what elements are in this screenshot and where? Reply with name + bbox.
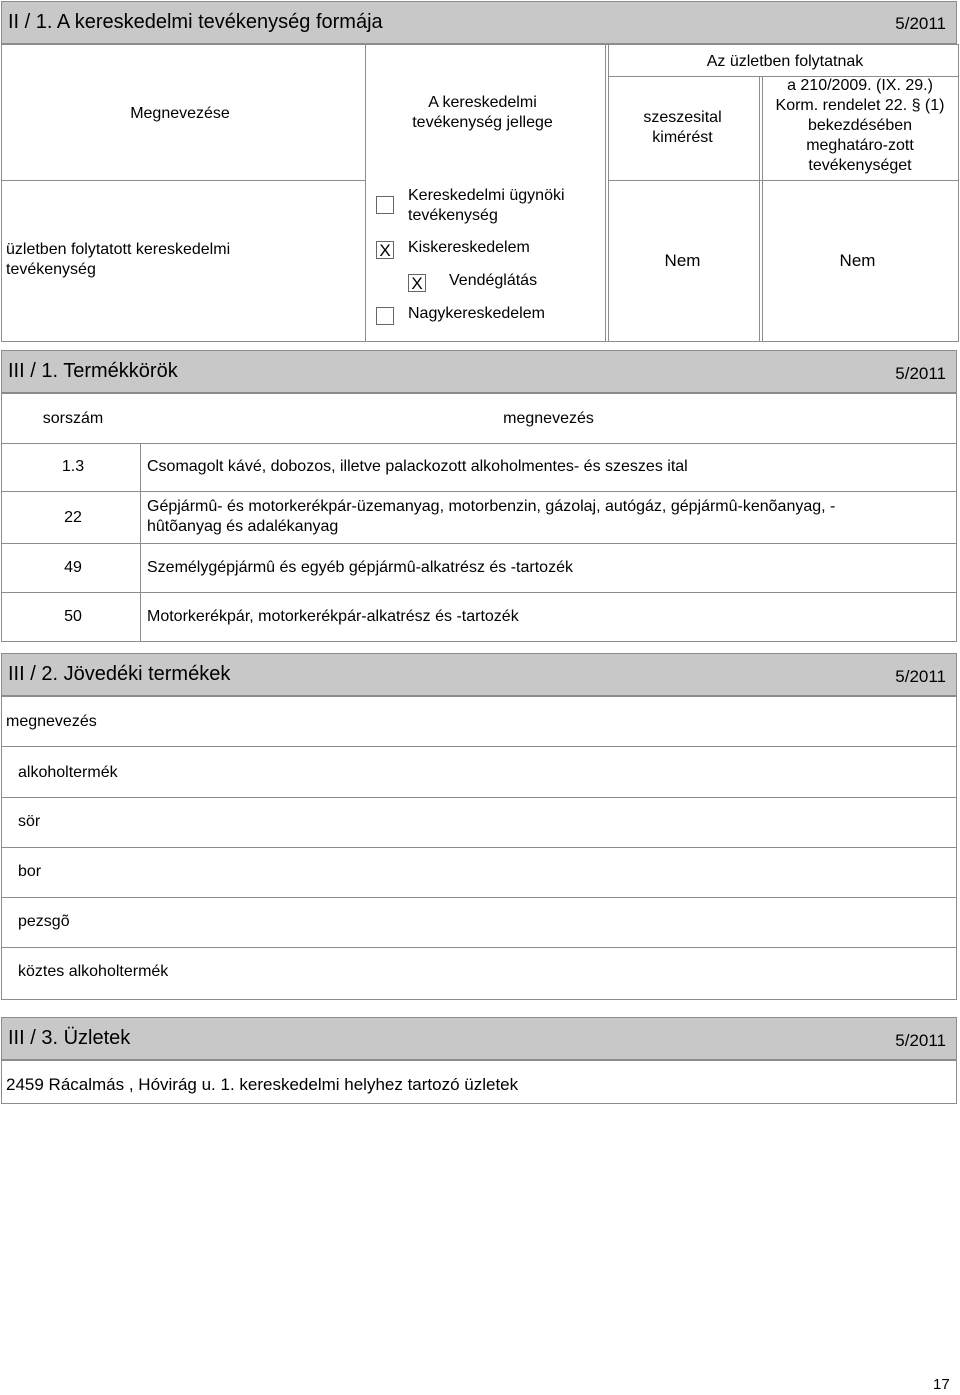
section-date: 5/2011 — [895, 364, 946, 383]
decree-value: Nem — [839, 251, 876, 270]
col-header-number: sorszám — [42, 410, 104, 427]
col-header-name: megnevezés — [6, 713, 97, 730]
excise-item: sör — [18, 813, 41, 830]
col-header-type: A kereskedelmi tevékenység jellege — [412, 94, 553, 131]
excise-products-table — [1, 696, 957, 1000]
excise-item: pezsgõ — [18, 913, 70, 930]
checkbox-agent[interactable] — [376, 196, 394, 214]
excise-item: alkoholtermék — [18, 764, 118, 781]
excise-item: köztes alkoholtermék — [18, 963, 169, 980]
checkbox-retail[interactable]: X — [376, 241, 394, 259]
row-name: üzletben folytatott kereskedelmi tevékenység — [6, 241, 231, 278]
col-header-name: Megnevezése — [130, 105, 230, 122]
col-header-alcohol: szeszesital kimérést — [643, 109, 722, 146]
type-label-agent: Kereskedelmi ügynöki tevékenység — [408, 187, 565, 224]
section-header-shops — [1, 1017, 957, 1060]
row-number: 49 — [64, 559, 82, 576]
checkbox-wholesale[interactable] — [376, 307, 394, 325]
type-label-wholesale: Nagykereskedelem — [408, 305, 545, 322]
page-number: 17 — [933, 1376, 950, 1393]
row-name: Személygépjármû és egyéb gépjármû-alkatrész és -tartozék — [147, 559, 573, 576]
section-header-activity-form — [1, 1, 957, 44]
row-number: 22 — [64, 509, 82, 526]
row-name: Motorkerékpár, motorkerékpár-alkatrész és -tartozék — [147, 608, 519, 625]
col-header-name: megnevezés — [503, 410, 594, 427]
section-title: II / 1. A kereskedelmi tevékenység formája — [8, 11, 383, 33]
section-header-product-groups — [1, 350, 957, 393]
alcohol-value: Nem — [664, 251, 701, 270]
row-name: Gépjármû- és motorkerékpár-üzemanyag, motorbenzin, gázolaj, autógáz, gépjármû-kenõanyag, - hûtõanyag és adalékanyag — [147, 498, 836, 535]
col-header-decree: a 210/2009. (IX. 29.) Korm. rendelet 22. § (1) bekezdésében meghatáro-zott tevékenységet — [775, 77, 945, 174]
section-title: III / 1. Termékkörök — [8, 360, 178, 382]
section-header-excise-products — [1, 653, 957, 696]
row-name: Csomagolt kávé, dobozos, illetve palackozott alkoholmentes- és szeszes ital — [147, 458, 688, 475]
excise-item: bor — [18, 863, 42, 880]
row-number: 50 — [64, 608, 82, 625]
type-label-retail: Kiskereskedelem — [408, 239, 530, 256]
shop-line: 2459 Rácalmás , Hóvirág u. 1. kereskedelmi helyhez tartozó üzletek — [6, 1075, 519, 1094]
row-number: 1.3 — [61, 458, 85, 475]
checkbox-catering[interactable]: X — [408, 274, 426, 292]
section-date: 5/2011 — [895, 1031, 946, 1050]
group-header: Az üzletben folytatnak — [706, 53, 864, 70]
section-title: III / 2. Jövedéki termékek — [8, 663, 231, 685]
section-date: 5/2011 — [895, 667, 946, 686]
section-date: 5/2011 — [895, 14, 946, 33]
section-title: III / 3. Üzletek — [8, 1027, 131, 1049]
type-label-catering: Vendéglátás — [449, 272, 538, 289]
